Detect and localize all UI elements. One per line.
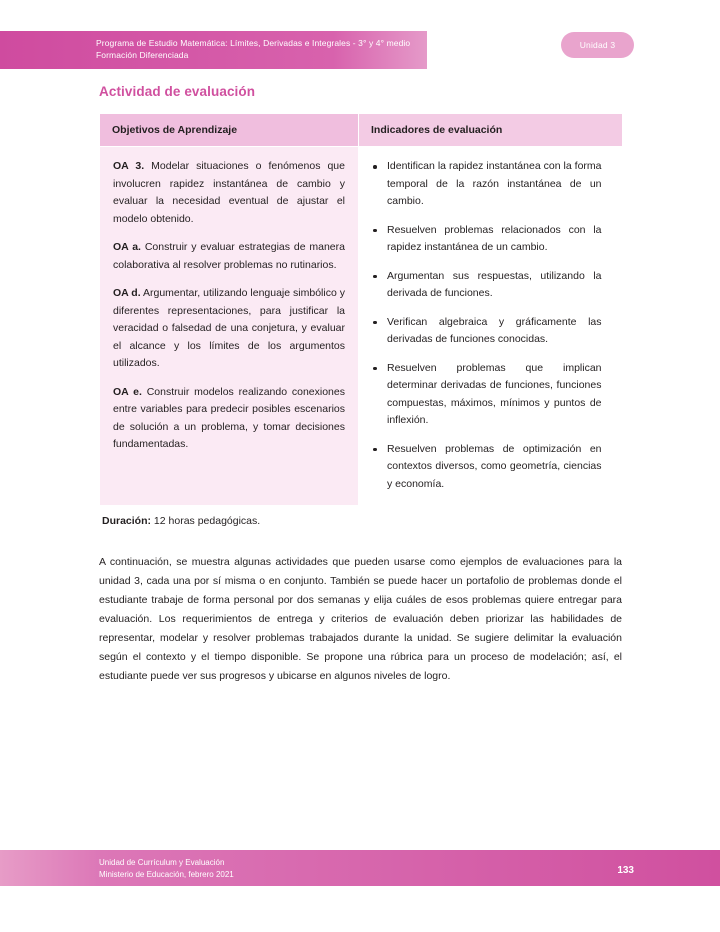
column-header-objectives: Objetivos de Aprendizaje bbox=[100, 114, 359, 147]
list-item: Identifican la rapidez instantánea con la forma temporal de la razón instantánea de un cambio. bbox=[387, 158, 610, 211]
column-header-indicators: Indicadores de evaluación bbox=[359, 114, 623, 147]
objectives-cell bbox=[100, 147, 359, 506]
objective-code: OA a. bbox=[113, 241, 141, 253]
objectives-indicators-table bbox=[99, 113, 623, 506]
page-number: 133 bbox=[617, 865, 634, 876]
duration-line bbox=[102, 515, 622, 527]
objective-text: Construir y evaluar estrategias de manera colaborativa al resolver problemas no rutinarios. bbox=[113, 241, 345, 271]
page-title: Actividad de evaluación bbox=[99, 84, 256, 99]
indicators-cell bbox=[359, 147, 623, 506]
table-row bbox=[100, 147, 623, 506]
objective-text: Construir modelos realizando conexiones entre variables para predecir posibles escenarios de solución a un problema, y tomar decisiones fundamentadas. bbox=[113, 385, 345, 450]
footer-ministry-line: Ministerio de Educación, febrero 2021 bbox=[99, 869, 234, 879]
duration-label: Duración: bbox=[102, 514, 152, 527]
list-item: Verifican algebraica y gráficamente las derivadas de funciones conocidas. bbox=[387, 314, 610, 349]
unit-badge: Unidad 3 bbox=[561, 32, 634, 58]
objective-item bbox=[113, 158, 345, 228]
header-formation-line: Formación Diferenciada bbox=[96, 50, 189, 60]
objective-item bbox=[113, 285, 345, 373]
body-paragraph: A continuación, se muestra algunas actividades que pueden usarse como ejemplos de evaluaciones para la unidad 3, cada una por sí misma o en conjunto. También se puede hacer un portafolio de problemas donde el estudiante trabaje de forma personal por dos semanas y elija cuáles de esos problemas quiere entregar para evaluación. Los requerimientos de entrega y criterios de evaluación deben priorizar las habilidades de representar, modelar y resolver problemas trabajados durante la unidad. Se sugiere delimitar la evaluación según el contexto y el tiempo disponible. Se propone una rúbrica para un proceso de modelación; así, el estudiante puede ver sus progresos y ubicarse en algunos niveles de logro. bbox=[99, 555, 622, 682]
objective-item bbox=[113, 239, 345, 274]
table-header-row bbox=[100, 114, 623, 147]
indicators-list bbox=[363, 158, 610, 493]
document-header-bar bbox=[0, 31, 427, 69]
objective-text: Argumentar, utilizando lenguaje simbólico y diferentes representaciones, para justificar la veracidad o falsedad de una conjetura, y evaluar el alcance y los límites de los argumentos utilizados. bbox=[113, 287, 345, 369]
list-item: Resuelven problemas de optimización en contextos diversos, como geometría, ciencias y economía. bbox=[387, 441, 610, 494]
objective-code: OA d. bbox=[113, 287, 141, 299]
duration-value: 12 horas pedagógicas. bbox=[151, 514, 261, 527]
list-item: Argumentan sus respuestas, utilizando la derivada de funciones. bbox=[387, 268, 610, 303]
page-content bbox=[99, 84, 622, 686]
footer-unit-line: Unidad de Currículum y Evaluación bbox=[99, 858, 225, 867]
header-program-line: Programa de Estudio Matemática: Límites, Derivadas e Integrales - 3° y 4° medio bbox=[96, 38, 411, 48]
list-item: Resuelven problemas que implican determinar derivadas de funciones, funciones compuestas, máximos, mínimos y puntos de inflexión. bbox=[387, 360, 610, 430]
objective-code: OA e. bbox=[113, 385, 142, 398]
footer-credits bbox=[99, 857, 234, 880]
objective-code: OA 3. bbox=[113, 160, 145, 172]
list-item: Resuelven problemas relacionados con la rapidez instantánea de un cambio. bbox=[387, 222, 610, 257]
objective-text: Modelar situaciones o fenómenos que involucren rapidez instantánea de cambio y evaluar la necesidad eventual de ajustar el modelo obtenido. bbox=[113, 160, 345, 225]
objective-item bbox=[113, 384, 345, 454]
